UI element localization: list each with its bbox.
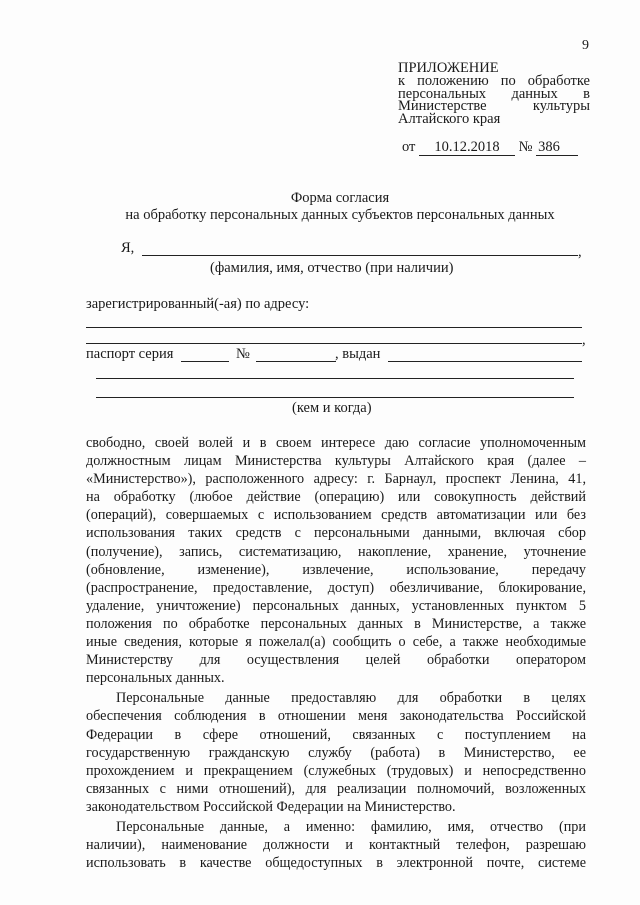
text-line: на обработку (любое действие (операцию) или совокупность действий — [86, 489, 586, 506]
appendix-line: к положению по обработке — [398, 72, 590, 89]
text-line: использования таких средств с персональными данными, включая сбор — [86, 525, 586, 542]
appendix-text — [398, 72, 590, 128]
appendix-block — [398, 62, 590, 126]
text-line: законодательством Российской Федерации на Министерство. — [86, 798, 456, 815]
full-name-field[interactable] — [142, 255, 578, 256]
text-line: (операций), совершаемых с использованием средств автоматизации или без — [86, 507, 586, 524]
text-line: использовать в качестве общедоступных в электронной почте, системе — [86, 855, 586, 872]
form-subtitle: на обработку персональных данных субъектов персональных данных — [125, 207, 555, 223]
order-number: 386 — [536, 140, 578, 156]
text-line: Персональные данные, а именно: фамилию, имя, отчество (при — [116, 818, 586, 835]
paragraph-2 — [86, 689, 586, 816]
paragraph-3 — [86, 818, 586, 872]
text-line: должностным лицам Министерства культуры Алтайского края (далее – — [86, 453, 586, 470]
text-line: государственную гражданскую службу (работа) в Министерство, ее — [86, 744, 586, 761]
full-name-caption: (фамилия, имя, отчество (при наличии) — [210, 260, 454, 276]
appendix-heading: ПРИЛОЖЕНИЕ — [398, 60, 499, 76]
page-number: 9 — [582, 38, 589, 53]
text-line: Персональные данные предоставляю для обработки в целях — [116, 690, 586, 707]
address-comma: , — [582, 332, 586, 348]
text-line: связанных с ними отношений), для реализации полномочий, возложенных — [86, 780, 586, 797]
passport-number-field[interactable] — [256, 361, 336, 362]
order-reference — [402, 139, 578, 156]
form-title: Форма согласия — [290, 190, 390, 206]
consent-text — [86, 434, 586, 872]
text-line: обеспечения соблюдения в отношении меня законодательства Российской — [86, 708, 586, 725]
passport-series-field[interactable] — [181, 361, 229, 362]
text-line: Министерству для осуществления целей обработки оператором — [86, 652, 586, 669]
text-line: иные сведения, которые я пожелал(а) сообщить о себе, а также необходимые — [86, 634, 586, 651]
order-from-label: от — [402, 139, 416, 155]
issued-by-caption: (кем и когда) — [292, 400, 372, 416]
text-line: (обновление, изменение), извлечение, использование, передачу — [86, 561, 586, 578]
passport-label: паспорт серия — [86, 346, 174, 362]
text-line: свободно, своей волей и в своем интересе даю согласие уполномоченным — [86, 435, 586, 451]
text-line: удаление, уничтожение) персональных данных, установленных пунктом 5 — [86, 597, 586, 614]
text-line: (получение), запись, систематизацию, накопление, хранение, уточнение — [86, 543, 586, 560]
passport-issued-label: , выдан — [335, 346, 381, 362]
address-field-line-2[interactable] — [86, 343, 582, 344]
appendix-line: Министерстве культуры — [398, 98, 590, 115]
order-date: 10.12.2018 — [419, 140, 515, 156]
issued-by-field-line-2[interactable] — [96, 397, 574, 398]
name-comma: , — [578, 244, 582, 260]
text-line: (распространение, предоставление, доступ) обезличивание, блокирование, — [86, 579, 586, 596]
paragraph-1 — [86, 434, 586, 687]
text-line: Федерации в сфере отношений, связанных с поступлением на — [86, 726, 586, 743]
appendix-line: Алтайского края — [398, 111, 501, 128]
passport-issued-field[interactable] — [388, 361, 582, 362]
issued-by-field-line-1[interactable] — [96, 378, 574, 379]
i-label: Я, — [121, 240, 135, 256]
order-number-label: № — [518, 139, 533, 155]
text-line: положения по обработке персональных данных в Министерстве, а также — [86, 615, 586, 632]
address-field-line-1[interactable] — [86, 327, 582, 328]
appendix-line: персональных данных в — [398, 85, 590, 102]
text-line: прохождением и прекращением (служебных (трудовых) и непосредственно — [86, 762, 586, 779]
text-line: наличии), наименование должности и контактный телефон, разрешаю — [86, 837, 586, 854]
address-label: зарегистрированный(-ая) по адресу: — [86, 296, 310, 312]
text-line: «Министерство»), расположенного адресу: г. Барнаул, проспект Ленина, 41, — [86, 471, 586, 488]
passport-number-label: № — [236, 346, 250, 362]
text-line: персональных данных. — [86, 670, 225, 687]
